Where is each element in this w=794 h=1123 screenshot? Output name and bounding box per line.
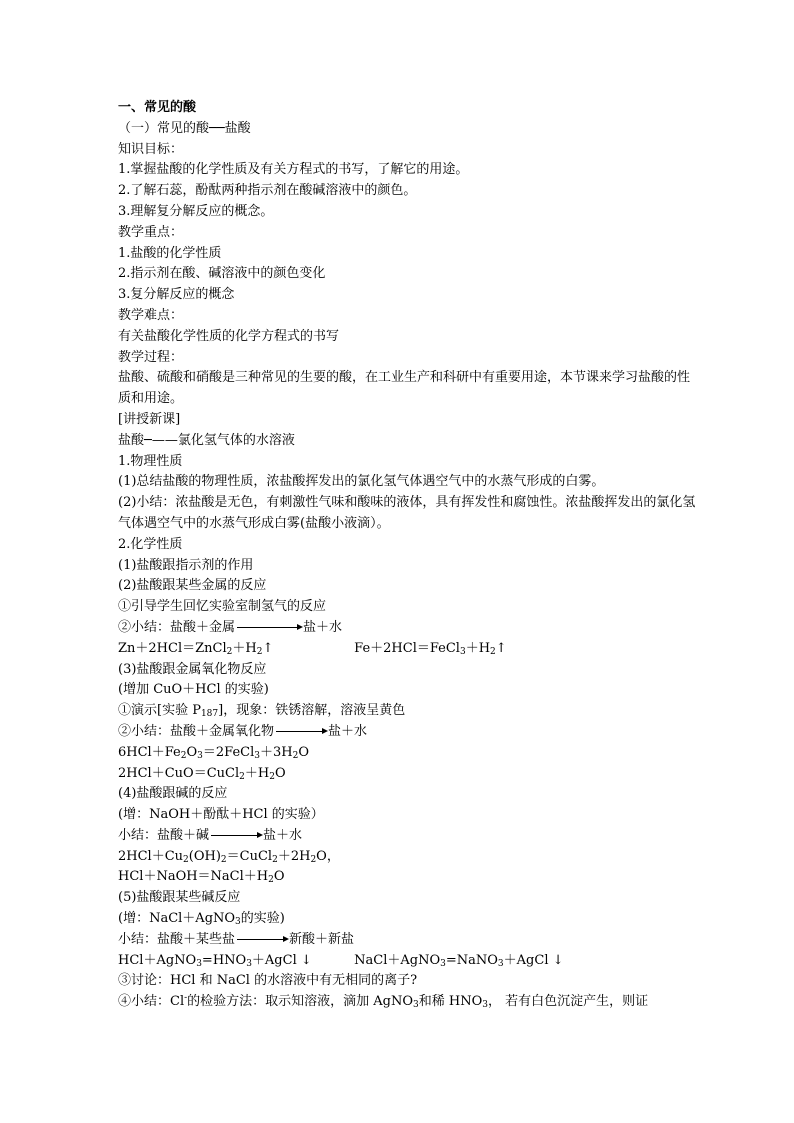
arrow-icon xyxy=(211,835,261,836)
text-span: ＋H xyxy=(244,765,270,781)
text-span: NaCl＋AgNO xyxy=(354,952,441,968)
subscript: 3 xyxy=(497,958,504,969)
summary-line xyxy=(118,826,698,847)
subscript: 187 xyxy=(200,709,219,720)
subscript: 3 xyxy=(196,958,202,969)
subscript: 3 xyxy=(459,646,466,657)
equation-line xyxy=(118,951,698,972)
text-span: ＋AgCl ↓ xyxy=(503,952,564,968)
text-line: 3.复分解反应的概念 xyxy=(118,287,235,303)
text-line: 有关盐酸化学性质的化学方程式的书写 xyxy=(118,328,340,344)
text-line: (增：NaOH＋酚酞＋HCl 的实验） xyxy=(118,807,324,823)
subscript: 2 xyxy=(490,646,496,657)
text-line: 教学过程： xyxy=(118,349,184,365)
text-span: O xyxy=(186,744,198,760)
subsection-heading: （一）常见的酸──盐酸 xyxy=(118,120,251,136)
text-line: (5)盐酸跟某些碱反应 xyxy=(118,890,241,906)
text-span: 盐＋水 xyxy=(303,619,343,635)
text-span: 盐＋水 xyxy=(328,723,368,739)
subscript: 2 xyxy=(226,646,233,657)
text-line: (增加 CuO＋HCl 的实验) xyxy=(118,682,269,698)
text-span: ＋3H xyxy=(259,744,293,760)
subscript: 3 xyxy=(254,750,260,761)
subscript: 3 xyxy=(246,958,252,969)
subscript: 3 xyxy=(440,958,446,969)
equation xyxy=(354,953,563,968)
subscript: 2 xyxy=(239,771,245,782)
text-span: 的实验) xyxy=(240,911,285,927)
text-span: O xyxy=(298,744,309,760)
arrow-icon xyxy=(276,731,326,732)
text-span: =NaNO xyxy=(445,952,498,968)
text-line: ③讨论：HCl 和 NaCl 的水溶液中有无相同的离子? xyxy=(118,973,418,989)
subscript: 3 xyxy=(235,917,241,928)
equation xyxy=(354,641,507,656)
text-line: ①引导学生回忆实验室制氢气的反应 xyxy=(118,599,327,615)
superscript: - xyxy=(184,993,188,1004)
text-line: 2.化学性质 xyxy=(118,536,183,552)
text-span: HCl＋AgNO xyxy=(118,952,197,968)
text-line: 2.指示剂在酸、碱溶液中的颜色变化 xyxy=(118,266,326,282)
arrow-icon xyxy=(237,627,301,628)
subscript: 2 xyxy=(310,854,317,865)
subscript: 2 xyxy=(272,854,278,865)
text-span: ↑ xyxy=(262,640,274,656)
text-line: 教学难点： xyxy=(118,307,184,323)
text-span: 6HCl＋Fe xyxy=(118,744,181,760)
paragraph: (2)小结：浓盐酸是无色，有刺激性气味和酸味的液体，具有挥发性和腐蚀性。浓盐酸挥发出的氯化氢气体遇空气中的水蒸气形成白雾(盐酸小液滴）。 xyxy=(118,495,696,531)
text-span: Zn＋2HCl＝ZnCl xyxy=(118,640,227,656)
section-heading: 一、常见的酸 xyxy=(118,100,197,115)
summary-line xyxy=(118,722,698,743)
subscript: 2 xyxy=(269,771,275,782)
text-span: ＋2H xyxy=(277,848,311,864)
text-span: 小结：盐酸＋某些盐 xyxy=(118,931,236,947)
text-span: 的检验方法：取示知溶液，滴加 AgNO xyxy=(187,994,414,1010)
text-span: (OH) xyxy=(188,848,221,864)
text-span: 2HCl＋Cu xyxy=(118,848,184,864)
subscript: 2 xyxy=(220,854,227,865)
text-span: ④小结：Cl xyxy=(118,994,185,1010)
text-line: (2)盐酸跟某些金属的反应 xyxy=(118,578,267,594)
text-line: 1.盐酸的化学性质 xyxy=(118,245,222,261)
subscript: 2 xyxy=(268,875,274,886)
text-line: 2.了解石蕊，酚酞两种指示剂在酸碱溶液中的颜色。 xyxy=(118,183,417,199)
equation xyxy=(118,951,350,972)
text-span: ②小结：盐酸＋金属 xyxy=(118,619,236,635)
text-line: 1.物理性质 xyxy=(118,453,183,469)
text-span: ]，现象：铁锈溶解，溶液呈黄色 xyxy=(218,703,406,719)
text-line: [讲授新课] xyxy=(118,411,181,427)
text-span: ， 若有白色沉淀产生，则证 xyxy=(488,994,649,1010)
text-line: (3)盐酸跟金属氧化物反应 xyxy=(118,661,267,677)
text-span: ＝CuCl xyxy=(226,848,273,864)
subscript: 3 xyxy=(197,750,203,761)
document-page xyxy=(118,98,698,1013)
text-span: Fe＋2HCl＝FeCl xyxy=(354,640,460,656)
text-span: =HNO xyxy=(201,952,247,968)
text-span: (增：NaCl＋AgNO xyxy=(118,911,236,927)
equation-line xyxy=(118,847,698,868)
text-line: 盐酸─——氯化氢气体的水溶液 xyxy=(118,432,295,448)
equation xyxy=(118,639,350,660)
text-span: ②小结：盐酸＋金属氧化物 xyxy=(118,723,275,739)
text-line: 3.理解复分解反应的概念。 xyxy=(118,203,274,219)
equation-line xyxy=(118,764,698,785)
text-line: 教学重点： xyxy=(118,224,184,240)
text-line: 知识目标： xyxy=(118,141,184,157)
text-span: ＋H xyxy=(232,640,257,656)
text-span: HCl＋NaOH＝NaCl＋H xyxy=(118,869,269,885)
text-line: 1.掌握盐酸的化学性质及有关方程式的书写，了解它的用途。 xyxy=(118,162,469,178)
text-line xyxy=(118,701,698,722)
text-line: (4)盐酸跟碱的反应 xyxy=(118,786,228,802)
equation-line xyxy=(118,639,698,660)
text-span: 2HCl＋CuO＝CuCl xyxy=(118,765,240,781)
equation-line xyxy=(118,743,698,764)
equation-line xyxy=(118,867,698,888)
text-span: 新酸＋新盐 xyxy=(289,931,355,947)
summary-line xyxy=(118,618,698,639)
subscript: 3 xyxy=(482,1000,489,1011)
subscript: 2 xyxy=(183,854,189,865)
arrow-icon xyxy=(237,939,287,940)
text-span: 和稀 HNO xyxy=(418,994,483,1010)
text-line: (1)总结盐酸的物理性质，浓盐酸挥发出的氯化氢气体遇空气中的水蒸气形成的白雾。 xyxy=(118,474,605,490)
text-span: O xyxy=(273,869,285,885)
text-span: O xyxy=(274,765,286,781)
text-span: 盐＋水 xyxy=(263,827,303,843)
text-span: ↑ xyxy=(495,640,507,656)
text-line: (1)盐酸跟指示剂的作用 xyxy=(118,557,254,573)
text-span: ＋AgCl ↓ xyxy=(251,952,312,968)
text-span: ＋H xyxy=(465,640,491,656)
text-span: ①演示[实验 P xyxy=(118,703,201,719)
text-span: 小结：盐酸＋碱 xyxy=(118,827,210,843)
text-span: ＝2FeCl xyxy=(202,744,255,760)
text-line xyxy=(118,992,698,1013)
paragraph: 盐酸、硫酸和硝酸是三种常见的生要的酸，在工业生产和科研中有重要用途，本节课来学习盐酸的性质和用途。 xyxy=(118,370,691,407)
summary-line xyxy=(118,930,698,951)
subscript: 2 xyxy=(256,646,263,657)
text-line xyxy=(118,909,698,930)
text-span: O， xyxy=(316,848,340,864)
subscript: 2 xyxy=(292,750,299,761)
subscript: 3 xyxy=(413,1000,419,1011)
subscript: 2 xyxy=(180,750,187,761)
